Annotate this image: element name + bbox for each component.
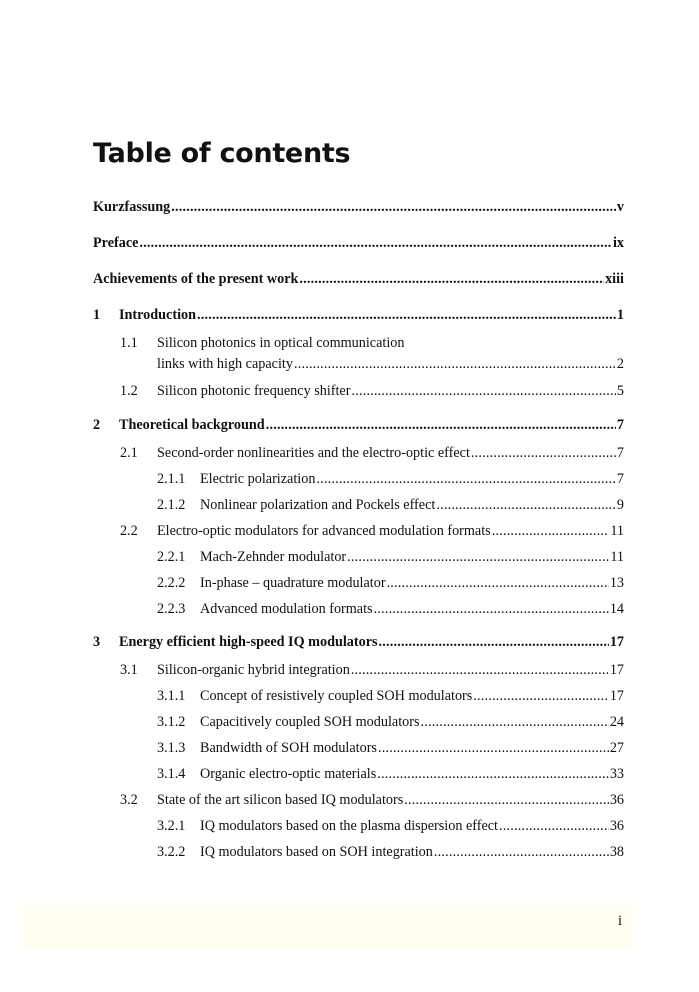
toc-section-1-1[interactable]: [157, 356, 624, 373]
toc-entry-title: Electric polarization: [200, 471, 316, 487]
page-title: Table of contents: [93, 138, 351, 169]
toc-chapter-2[interactable]: [93, 417, 624, 434]
toc-entry-page: v: [616, 199, 624, 215]
dot-leader: [434, 844, 609, 861]
toc-subsection-3-1-1[interactable]: [157, 688, 624, 705]
dot-leader: [471, 445, 616, 462]
toc-entry-page: 11: [610, 523, 624, 539]
dot-leader: [347, 549, 609, 566]
toc-entry-page: 7: [616, 445, 624, 461]
toc-entry-page: 13: [609, 575, 624, 591]
dot-leader: [379, 634, 609, 651]
toc-entry-page: 38: [609, 844, 624, 860]
toc-entry-title: Concept of resistively coupled SOH modulators: [200, 688, 473, 704]
toc-entry-page: 7: [616, 417, 624, 433]
toc-entry-title: IQ modulators based on the plasma dispersion effect: [200, 818, 498, 834]
toc-entry-number: 3.2.1: [157, 818, 186, 834]
toc-entry-page: 36: [609, 818, 624, 834]
toc-entry-number: 2: [93, 417, 101, 433]
toc-entry-page: 17: [609, 688, 624, 704]
toc-entry-title: In-phase – quadrature modulator: [200, 575, 386, 591]
toc-entry-number: 2.2: [120, 523, 138, 539]
dot-leader: [492, 523, 610, 540]
toc-subsection-3-2-1[interactable]: [157, 818, 624, 835]
toc-section-3-1[interactable]: [120, 662, 624, 679]
toc-entry-title: Bandwidth of SOH modulators: [200, 740, 377, 756]
toc-entry-title: State of the art silicon based IQ modulators: [157, 792, 404, 808]
toc-entry-page: 5: [616, 383, 624, 399]
toc-entry-title: Second-order nonlinearities and the electro-optic effect: [157, 445, 470, 461]
toc-subsection-3-1-4[interactable]: [157, 766, 624, 783]
toc-entry-page: 1: [616, 307, 624, 323]
dot-leader: [299, 271, 604, 288]
dot-leader: [377, 766, 609, 783]
dot-leader: [387, 575, 609, 592]
dot-leader: [436, 497, 616, 514]
dot-leader: [316, 471, 615, 488]
dot-leader: [374, 601, 609, 618]
toc-entry-number: 1.1: [120, 335, 138, 351]
toc-entry-page: 11: [610, 549, 624, 565]
toc-entry-number: 3.1.2: [157, 714, 186, 730]
toc-entry-title: Preface: [93, 235, 139, 251]
toc-entry-title: Achievements of the present work: [93, 271, 299, 287]
dot-leader: [499, 818, 609, 835]
toc-entry-title: Energy efficient high-speed IQ modulators: [119, 634, 378, 650]
dot-leader: [404, 792, 609, 809]
dot-leader: [473, 688, 609, 705]
toc-entry-title: Mach-Zehnder modulator: [200, 549, 347, 565]
toc-subsection-3-1-3[interactable]: [157, 740, 624, 757]
dot-leader: [420, 714, 608, 731]
toc-entry-title: Kurzfassung: [93, 199, 171, 215]
page-number: i: [617, 913, 622, 929]
dot-leader: [294, 356, 616, 373]
toc-entry-title: Nonlinear polarization and Pockels effect: [200, 497, 436, 513]
dot-leader: [266, 417, 616, 434]
toc-entry-number: 3: [93, 634, 101, 650]
toc-entry-preface[interactable]: [93, 235, 624, 252]
toc-entry-page: 27: [609, 740, 624, 756]
toc-entry-number: 1.2: [120, 383, 138, 399]
toc-entry-title: Electro-optic modulators for advanced modulation formats: [157, 523, 491, 539]
toc-entry-title: Organic electro-optic materials: [200, 766, 377, 782]
dot-leader: [378, 740, 609, 757]
toc-section-1-2[interactable]: [120, 383, 624, 400]
toc-entry-number: 2.2.2: [157, 575, 186, 591]
toc-entry-number: 2.2.3: [157, 601, 186, 617]
toc-entry-number: 2.1: [120, 445, 138, 461]
toc-entry-achievements[interactable]: [93, 271, 624, 288]
toc-entry-page: 36: [609, 792, 624, 808]
toc-entry-number: 2.1.1: [157, 471, 186, 487]
toc-entry-page: 17: [609, 634, 624, 650]
dot-leader: [197, 307, 616, 324]
toc-entry-title: Introduction: [119, 307, 196, 323]
toc-entry-page: 2: [616, 356, 624, 372]
toc-entry-page: xiii: [605, 271, 624, 287]
toc-chapter-3[interactable]: [93, 634, 624, 651]
toc-entry-title: IQ modulators based on SOH integration: [200, 844, 433, 860]
toc-entry-page: 7: [616, 471, 624, 487]
toc-entry-number: 3.1.4: [157, 766, 186, 782]
toc-entry-title: Capacitively coupled SOH modulators: [200, 714, 420, 730]
toc-entry-title: Advanced modulation formats: [200, 601, 373, 617]
dot-leader: [351, 383, 615, 400]
toc-subsection-2-2-2[interactable]: [157, 575, 624, 592]
toc-chapter-1[interactable]: [93, 307, 624, 324]
toc-entry-page: 33: [609, 766, 624, 782]
dot-leader: [171, 199, 616, 216]
toc-subsection-3-2-2[interactable]: [157, 844, 624, 861]
toc-entry-number: 2.2.1: [157, 549, 186, 565]
toc-subsection-2-1-1[interactable]: [157, 471, 624, 488]
toc-entry-title: Silicon photonic frequency shifter: [157, 383, 351, 399]
toc-entry-page: 9: [616, 497, 624, 513]
toc-entry-number: 3.1: [120, 662, 138, 678]
toc-entry-number: 3.2: [120, 792, 138, 808]
toc-subsection-2-2-3[interactable]: [157, 601, 624, 618]
toc-entry-number: 3.1.1: [157, 688, 186, 704]
toc-entry-number: 3.1.3: [157, 740, 186, 756]
toc-entry-title-line2: links with high capacity: [157, 356, 293, 372]
toc-entry-kurzfassung[interactable]: [93, 199, 624, 216]
toc-entry-page: 14: [609, 601, 624, 617]
toc-entry-page: ix: [612, 235, 624, 251]
toc-section-3-2[interactable]: [120, 792, 624, 809]
toc-entry-page: 24: [609, 714, 624, 730]
toc-entry-title-line1[interactable]: Silicon photonics in optical communication: [157, 335, 405, 351]
toc-section-2-1[interactable]: [120, 445, 624, 462]
toc-entry-number: 2.1.2: [157, 497, 186, 513]
toc-subsection-3-1-2[interactable]: [157, 714, 624, 731]
toc-entry-title: Silicon-organic hybrid integration: [157, 662, 350, 678]
toc-entry-number: 1: [93, 307, 101, 323]
toc-subsection-2-2-1[interactable]: [157, 549, 624, 566]
toc-entry-number: 3.2.2: [157, 844, 186, 860]
dot-leader: [139, 235, 612, 252]
page-footer: [22, 905, 634, 947]
toc-entry-title: Theoretical background: [119, 417, 265, 433]
toc-subsection-2-1-2[interactable]: [157, 497, 624, 514]
dot-leader: [351, 662, 609, 679]
toc-section-2-2[interactable]: [120, 523, 624, 540]
toc-entry-page: 17: [609, 662, 624, 678]
